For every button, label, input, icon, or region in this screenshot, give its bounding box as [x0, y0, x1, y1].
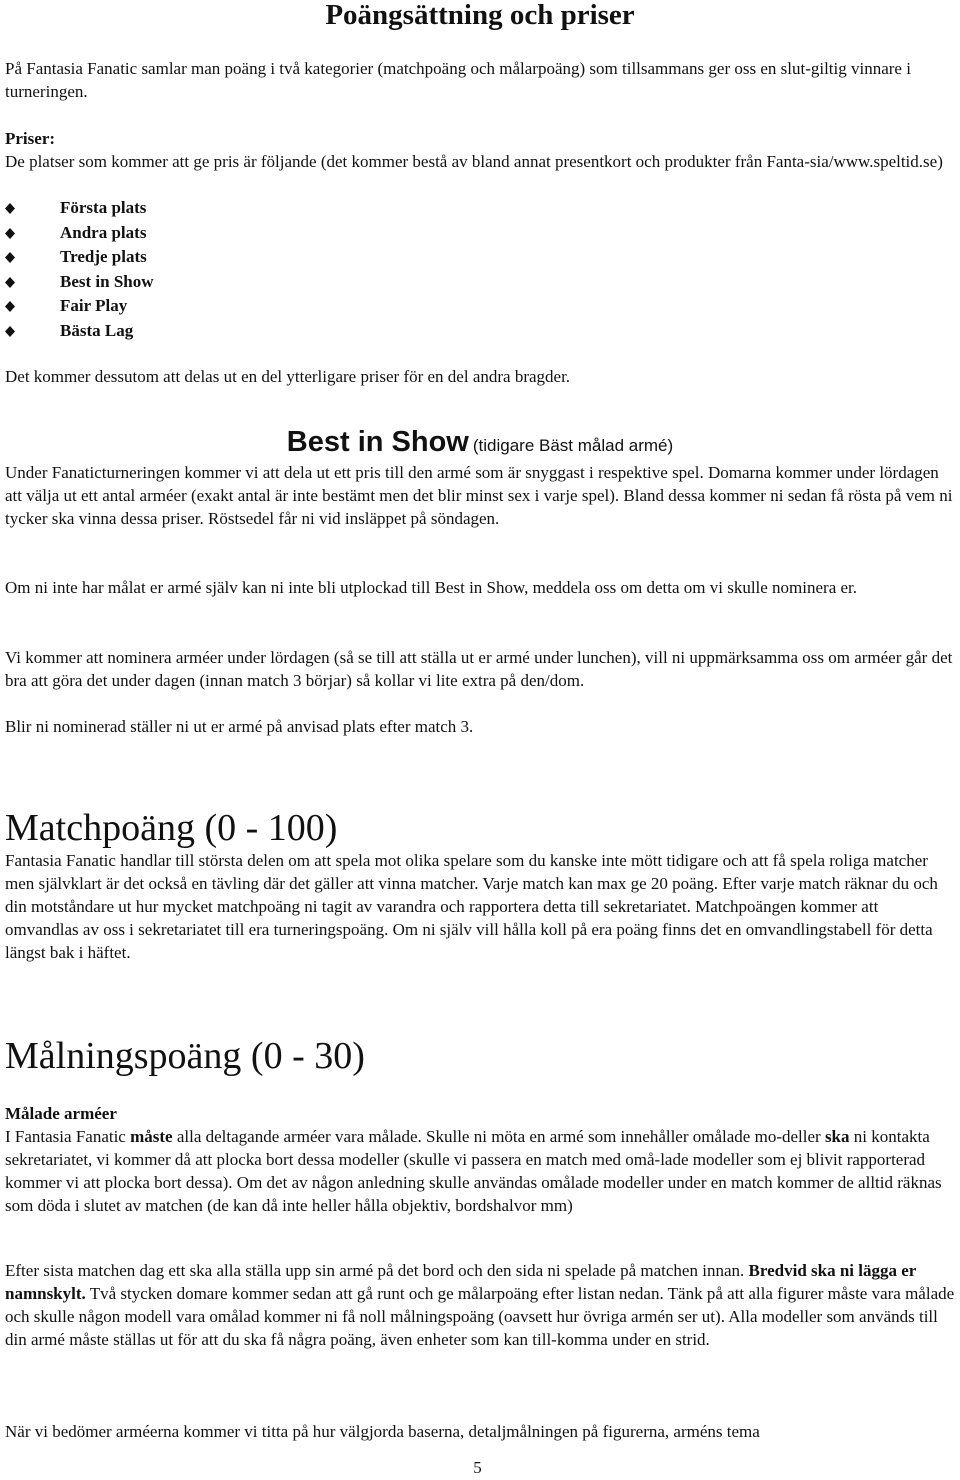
diamond-bullet-icon [5, 203, 15, 214]
prize-item: Andra plats [5, 221, 154, 246]
diamond-bullet-icon [5, 301, 15, 312]
page-number: 5 [473, 1458, 482, 1477]
match-points-heading: Matchpoäng (0 - 100) [5, 807, 338, 849]
intro-paragraph: På Fantasia Fanatic samlar man poäng i två kategorier (matchpoäng och målarpoäng) som tillsammans ger oss en slut-giltig vinnare i turneringen. [5, 59, 911, 101]
best-in-show-para-4: Blir ni nominerad ställer ni ut er armé på anvisad plats efter match 3. [5, 717, 474, 736]
diamond-bullet-icon [5, 277, 15, 288]
prizes-footnote: Det kommer dessutom att delas ut en del ytterligare priser för en del andra bragder. [5, 367, 571, 386]
prizes-text: De platser som kommer att ge pris är följande (det kommer bestå av bland annat presentkort och produkter från Fanta-sia/www.speltid.se) [5, 152, 943, 171]
paint-points-heading: Målningspoäng (0 - 30) [5, 1035, 365, 1077]
best-in-show-para-3: Vi kommer att nominera arméer under lördagen (så se till att ställa ut er armé under lunchen), vill ni uppmärksamma oss om arméer går det bra att göra det under dagen (innan match 3 börjar) så kollar vi lite extra på den/dom. [5, 648, 953, 690]
diamond-bullet-icon [5, 228, 15, 239]
prize-item: Best in Show [5, 270, 154, 295]
paint-points-para-1: I Fantasia Fanatic måste alla deltagande arméer vara målade. Skulle ni möta en armé som innehåller omålade mo-deller ska ni kontakta sekretariatet, vi kommer då att plocka bort dessa modeller (skulle vi passera en match med omå-lade modeller som ej blivit rapporterad kommer vi att plocka bort dessa). Om det av någon anledning skulle användas omålade modeller under en match kommer de alltid räknas som döda i slutet av matchen (de kan då inte heller hålla objektiv, bordshalvor mm) [5, 1127, 942, 1215]
prize-list [5, 196, 154, 344]
paint-points-para-3: När vi bedömer arméerna kommer vi titta på hur välgjorda baserna, detaljmålningen på figurerna, arméns tema [5, 1422, 760, 1441]
prize-item: Tredje plats [5, 245, 154, 270]
painted-armies-heading: Målade arméer [5, 1104, 117, 1123]
diamond-bullet-icon [5, 252, 15, 263]
prize-item: Fair Play [5, 294, 154, 319]
best-in-show-title: Best in Show [286, 426, 469, 458]
best-in-show-para-2: Om ni inte har målat er armé själv kan ni inte bli utplockad till Best in Show, meddela oss om detta om vi skulle nominera er. [5, 578, 858, 597]
diamond-bullet-icon [5, 326, 15, 337]
best-in-show-heading [5, 426, 955, 459]
paint-points-para-2: Efter sista matchen dag ett ska alla ställa upp sin armé på det bord och den sida ni spelade på matchen innan. Bredvid ska ni lägga er namnskylt. Två stycken domare kommer sedan att gå runt och ge målarpoäng efter listan nedan. Tänk på att alla figurer måste vara målade och skulle någon modell vara omålad kommer ni få noll målningspoäng (oavsett hur övriga armén ser ut). Alla modeller som används till din armé måste ställas ut för att du ska få några poäng, även enheter som kan till-komma under en strid. [5, 1261, 955, 1349]
prizes-heading: Priser: [5, 129, 56, 148]
page-title: Poängsättning och priser [325, 0, 635, 31]
prize-item: Första plats [5, 196, 154, 221]
best-in-show-para-1: Under Fanaticturneringen kommer vi att dela ut ett pris till den armé som är snyggast i respektive spel. Domarna kommer under lördagen att välja ut ett antal arméer (exakt antal är inte bestämt men det blir minst sex i varje spel). Bland dessa kommer ni sedan få rösta på vem ni tycker ska vinna dessa priser. Röstsedel får ni vid insläppet på söndagen. [5, 463, 953, 528]
best-in-show-subtitle: (tidigare Bäst målad armé) [472, 436, 674, 455]
prize-item: Bästa Lag [5, 319, 154, 344]
match-points-para: Fantasia Fanatic handlar till största delen om att spela mot olika spelare som du kanske inte mött tidigare och att få spela roliga matcher men självklart är det också en tävling där det gäller att vinna matcher. Varje match kan max ge 20 poäng. Efter varje match räknar du och din motståndare ut hur mycket matchpoäng ni tagit av varandra och rapportera detta till sekretariatet. Matchpoängen kommer att omvandlas av oss i sekretariatet till era turneringspoäng. Om ni själv vill hålla koll på era poäng finns det en omvandlingstabell för detta längst bak i häftet. [5, 851, 938, 962]
